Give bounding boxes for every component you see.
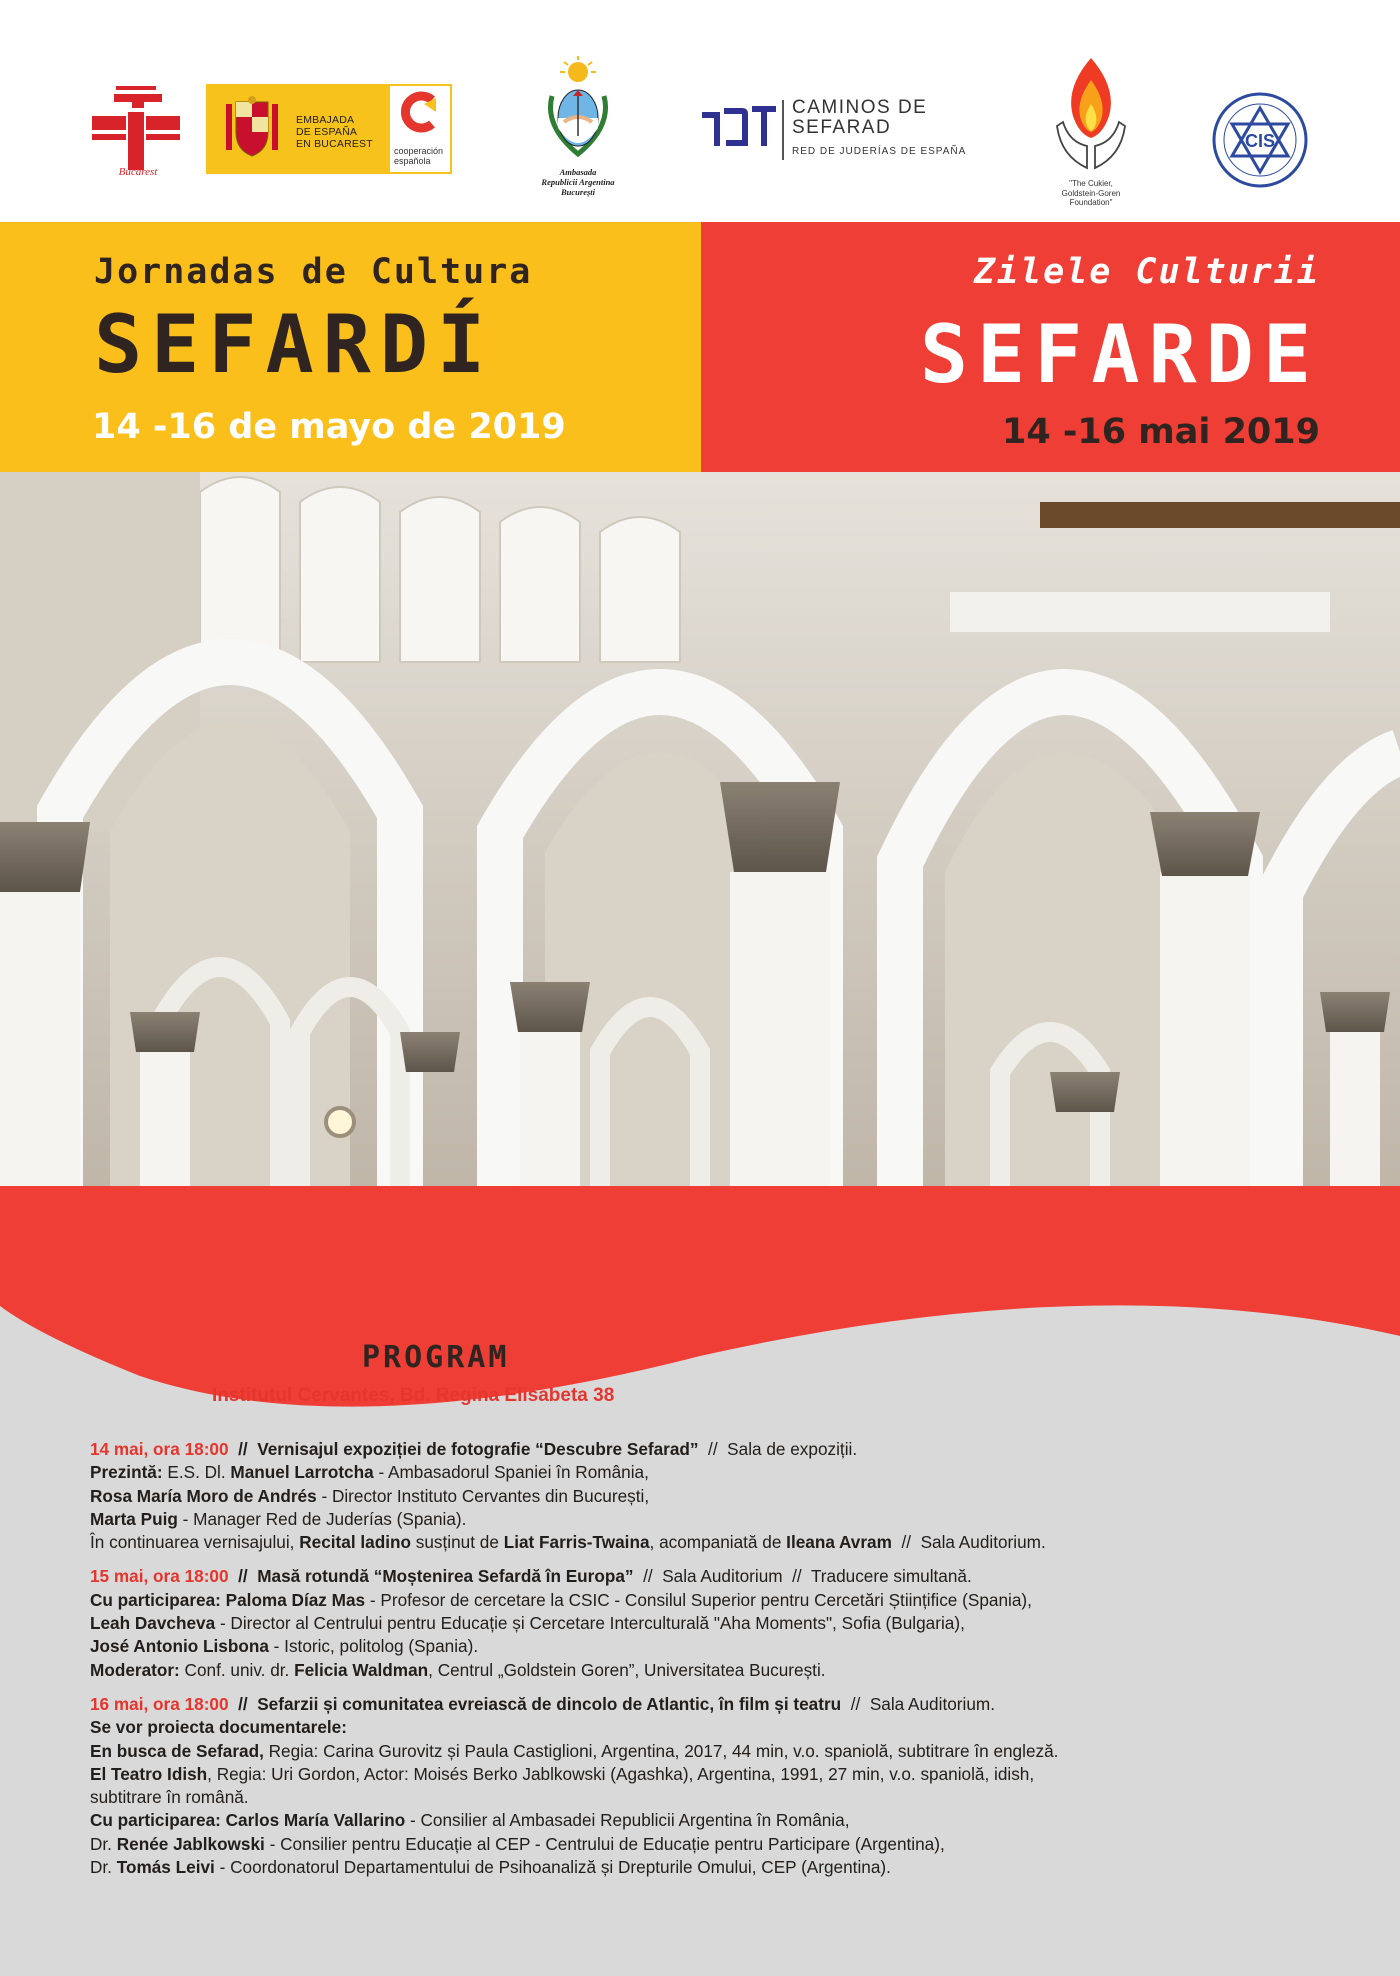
cooperacion-line-2: española xyxy=(394,156,431,166)
event-3-person-2-role: - Consilier pentru Educație al CEP - Centrului de Educație pentru Participare (Argentina), xyxy=(269,1833,945,1854)
argentina-line-2: Republicii Argentina xyxy=(541,177,615,187)
argentina-line-1: Ambasada xyxy=(559,167,597,177)
event-schedule xyxy=(90,1438,1340,1890)
caminos-title-2: SEFARAD xyxy=(792,117,892,138)
event-2-moderator-prefix: Conf. univ. dr. xyxy=(184,1659,290,1680)
event-1-person-3-role: - Manager Red de Juderías (Spania). xyxy=(182,1508,467,1529)
argentina-line-3: București xyxy=(560,187,595,197)
title-ro-line-1: Zilele Culturii xyxy=(973,252,1320,292)
instituto-cervantes-logo xyxy=(88,82,188,178)
event-2-person-3-name: José Antonio Lisbona xyxy=(90,1636,269,1657)
event-1-presenter-prefix: E.S. Dl. xyxy=(167,1462,226,1483)
logo-strip xyxy=(0,0,1400,222)
event-1-continuation-text: În continuarea vernisajului, xyxy=(90,1532,295,1553)
embajada-text xyxy=(296,114,373,150)
event-2-person-1-name: Paloma Díaz Mas xyxy=(225,1589,366,1610)
event-2-person-2-name: Leah Davcheva xyxy=(90,1613,216,1634)
cukier-line-3: Foundation" xyxy=(1069,198,1113,207)
title-es-line-1: Jornadas de Cultura xyxy=(94,252,533,292)
spain-coat-of-arms-icon xyxy=(222,96,282,162)
event-2-title: Masă rotundă “Moștenirea Sefardă în Europa” xyxy=(257,1566,634,1587)
title-es-main: SEFARDÍ xyxy=(94,298,495,391)
event-3-participants-label: Cu participarea: xyxy=(90,1810,221,1831)
event-3-person-1-name: Carlos María Vallarino xyxy=(225,1810,406,1831)
event-3-person-2-name: Renée Jablkowski xyxy=(116,1833,265,1854)
cis-goldstein-goren-logo xyxy=(1210,90,1310,190)
event-3-person-3-name: Tomás Leivi xyxy=(116,1857,215,1878)
event-2-person-1-role: - Profesor de cercetare la CSIC - Consilul Superior pentru Cercetări Științifice (Spania), xyxy=(369,1589,1032,1610)
embajada-line-2: DE ESPAÑA xyxy=(296,126,358,138)
event-1-room: Sala de expoziții. xyxy=(727,1439,858,1459)
cooperacion-espanola-logo xyxy=(388,84,452,174)
cukier-goldstein-goren-logo xyxy=(1036,56,1146,226)
argentina-coat-of-arms-icon xyxy=(538,56,618,160)
event-3-doc-2-title: El Teatro Idish xyxy=(90,1763,208,1784)
embajada-line-3: EN BUCAREST xyxy=(296,138,373,150)
event-3-person-3-role: - Coordonatorul Departamentului de Psihoanaliză și Drepturile Omului, CEP (Argentina). xyxy=(219,1857,891,1878)
caminos-subtitle: RED DE JUDERÍAS DE ESPAÑA xyxy=(792,146,967,157)
red-wave-shape xyxy=(0,1186,1400,1446)
event-1-title: Vernisajul expoziției de fotografie “Descubre Sefarad” xyxy=(257,1439,699,1459)
title-ro-date: 14 -16 mai 2019 xyxy=(1002,412,1320,452)
cooperacion-c-icon xyxy=(390,86,450,136)
flame-hands-icon xyxy=(1051,56,1131,174)
caminos-hebrew-mark-icon xyxy=(700,98,780,154)
event-1-accompanied-by: , acompaniată de xyxy=(649,1532,782,1553)
cooperacion-line-1: cooperación xyxy=(394,146,444,156)
event-1-presenter-role: - Ambasadorul Spaniei în România, xyxy=(378,1462,649,1483)
event-2-moderator-label: Moderator: xyxy=(90,1659,180,1680)
event-3-documentaries-label: Se vor proiecta documentarele: xyxy=(90,1717,347,1738)
caminos-divider xyxy=(782,100,784,160)
event-1-person-3-name: Marta Puig xyxy=(90,1508,178,1529)
title-band-spanish xyxy=(0,222,701,472)
ambasada-argentina-logo xyxy=(530,56,626,214)
event-3-date: 16 mai, ora 18:00 xyxy=(90,1693,229,1714)
event-entry-3: 16 mai, ora 18:00 // Sefarzii și comunitatea evreiască de dincolo de Atlantic, în film și teatru // Sala Auditorium. Se vor proiecta documentarele: En busca de Sefarad, Regia: Carina Gurovitz și Paula Castiglioni, Argentina, 2017, 44 min, v.o. spaniolă, subtitrare în engleză. El Teatro Idish, Regia: Uri Gordon, Actor: Moisés Berko Jablkowski (Agashka), Argentina, 1991, 27 min, v.o. spaniolă, idish, subtitrare în română. Cu participarea: Carlos María Vallarino - Consilier al Ambasadei Republicii Argentina în România, Dr. Renée Jablkowski - Consilier pentru Educație al CEP - Centrului de Educație pentru Participare (Argentina), Dr. Tomás Leivi - Coordonatorul Departamentului de Psihoanaliză și Drepturile Omului, CEP (Argentina). xyxy=(90,1693,1059,1878)
event-3-title: Sefarzii și comunitatea evreiască de dincolo de Atlantic, în film și teatru xyxy=(257,1693,842,1714)
event-1-recital-by: susținut de xyxy=(415,1532,499,1553)
event-3-room: Sala Auditorium. xyxy=(869,1693,995,1714)
event-1-recital-room: Sala Auditorium. xyxy=(920,1532,1046,1553)
event-2-participants-label: Cu participarea: xyxy=(90,1589,221,1610)
event-2-room: Sala Auditorium xyxy=(662,1566,783,1587)
event-3-person-2-prefix: Dr. xyxy=(90,1833,112,1854)
event-2-date: 15 mai, ora 18:00 xyxy=(90,1566,229,1587)
title-band-romanian xyxy=(701,222,1400,472)
event-2-moderator-name: Felicia Waldman xyxy=(294,1659,429,1680)
cervantes-city-label: Bucarest xyxy=(118,166,158,178)
event-2-translation: Traducere simultană. xyxy=(810,1566,972,1587)
event-1-person-2-name: Rosa María Moro de Andrés xyxy=(90,1485,317,1506)
event-1-person-2-role: - Director Instituto Cervantes din București, xyxy=(321,1485,650,1506)
cis-label: CIS xyxy=(1244,131,1276,151)
event-1-performer-name: Liat Farris-Twaina xyxy=(503,1532,650,1553)
caminos-de-sefarad-logo xyxy=(700,96,1000,166)
title-es-date: 14 -16 de mayo de 2019 xyxy=(92,407,566,447)
event-3-person-3-prefix: Dr. xyxy=(90,1857,112,1878)
event-3-doc-2-info-cont: subtitrare în română. xyxy=(90,1787,249,1808)
event-2-person-3-role: - Istoric, politolog (Spania). xyxy=(273,1636,479,1657)
program-title: PROGRAM xyxy=(362,1340,510,1375)
star-of-david-icon xyxy=(1210,90,1310,190)
embajada-espana-logo xyxy=(206,84,452,174)
program-venue: Institutul Cervantes, Bd. Regina Elisabeta 38 xyxy=(212,1385,615,1406)
event-1-accompanist-name: Ileana Avram xyxy=(786,1532,892,1553)
cukier-line-2: Goldstein-Goren xyxy=(1061,188,1121,198)
event-2-person-2-role: - Director al Centrului pentru Educație și Cercetare Interculturală "Aha Moments", Sofia (Bulgaria), xyxy=(219,1613,965,1634)
event-1-date: 14 mai, ora 18:00 xyxy=(90,1439,229,1459)
event-2-moderator-role: , Centrul „Goldstein Goren”, Universitatea București. xyxy=(428,1659,826,1680)
event-1-presenter-label: Prezintă: xyxy=(90,1462,163,1483)
event-3-doc-2-info: , Regia: Uri Gordon, Actor: Moisés Berko Jablkowski (Agashka), Argentina, 1991, 27 min, v.o. spaniolă, idish, xyxy=(207,1763,1035,1784)
synagogue-interior-photo xyxy=(0,472,1400,1192)
event-1-presenter-name: Manuel Larrotcha xyxy=(230,1462,374,1483)
event-1-recital-title: Recital ladino xyxy=(299,1532,411,1553)
event-3-doc-1-info: Regia: Carina Gurovitz și Paula Castiglioni, Argentina, 2017, 44 min, v.o. spaniolă, subtitrare în engleză. xyxy=(268,1740,1059,1761)
title-ro-main: SEFARDE xyxy=(919,308,1320,401)
event-entry-2: 15 mai, ora 18:00 // Masă rotundă “Moștenirea Sefardă în Europa” // Sala Auditorium // Traducere simultană. Cu participarea: Paloma Díaz Mas - Profesor de cercetare la CSIC - Consilul Superior pentru Cercetări Științifice (Spania), Leah Davcheva - Director al Centrului pentru Educație și Cercetare Interculturală "Aha Moments", Sofia (Bulgaria), José Antonio Lisbona - Istoric, politolog (Spania). Moderator: Conf. univ. dr. Felicia Waldman, Centrul „Goldstein Goren”, Universitatea București. xyxy=(90,1566,1032,1680)
embajada-line-1: EMBAJADA xyxy=(296,114,355,126)
caminos-title-1: CAMINOS DE xyxy=(792,97,928,118)
event-3-doc-1-title: En busca de Sefarad, xyxy=(90,1740,264,1761)
event-3-person-1-role: - Consilier al Ambasadei Republicii Argentina în România, xyxy=(410,1810,850,1831)
event-entry-1: 14 mai, ora 18:00 // Vernisajul expoziției de fotografie “Descubre Sefarad” // Sala de expoziții. Prezintă: E.S. Dl. Manuel Larrotcha - Ambasadorul Spaniei în România, Rosa María Moro de Andrés - Director Instituto Cervantes din București, Marta Puig - Manager Red de Juderías (Spania). În continuarea vernisajului, Recital ladino susținut de Liat Farris-Twaina, acompaniată de Ileana Avram // Sala Auditorium. xyxy=(90,1439,1046,1553)
cukier-line-1: "The Cukier, xyxy=(1069,179,1113,188)
